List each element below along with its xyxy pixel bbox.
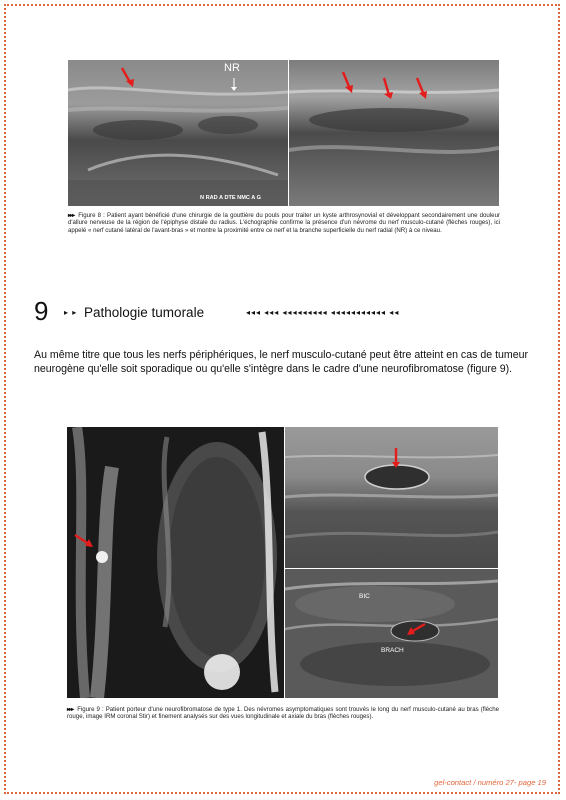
body-paragraph: Au même titre que tous les nerfs périphériques, le nerf musculo-cutané peut être atteint en cas de tumeur neurogène qu'elle soit sporadique ou qu'elle s'intègre dans le cadre d'une neurofibromatose (figure 9). bbox=[34, 349, 529, 375]
red-arrow-icon bbox=[73, 533, 95, 549]
figure8-caption-text: Figure 8 : Patient ayant bénéficié d'une chirurgie de la gouttière du pouls pour traiter un kyste arthrosynovial et développant secondairement une douleur d'allure nerveuse de la région de l'épiphyse distale du radius. L'échographie confirme la présence d'un névrome du nerf musculo-cutané (flèches rouges), ici appelé « nerf cutané latéral de l'avant-bras » et montre la proximité entre ce nerf et la branche superficielle du nerf radial (NR) à ce niveau. bbox=[68, 212, 500, 234]
scan-text-label: N RAD A DTE NMC A G bbox=[200, 195, 262, 201]
nr-label: NR bbox=[224, 62, 240, 74]
red-arrow-icon bbox=[405, 621, 427, 637]
white-arrow-icon bbox=[230, 78, 238, 92]
figure9-ultrasound-longitudinal bbox=[285, 427, 498, 568]
section-number: 9 bbox=[34, 296, 49, 326]
figure9-ultrasound-axial bbox=[285, 569, 498, 698]
figure9-caption-text: Figure 9 : Patient porteur d'une neurofibromatose de type 1. Des névromes asymptomatiques sont trouvés le long du nerf musculo-cutané au bras (flèche rouge, image IRM coronal Stir) et finement analysés sur des vues longitudinale et axiale du bras (flèches rouges). bbox=[67, 706, 499, 721]
page-footer: gel-contact / numéro 27- page 19 bbox=[434, 778, 546, 787]
figure8-caption bbox=[68, 212, 500, 234]
caption-marker-icon: ▸▸▸ bbox=[67, 706, 74, 713]
heading-arrows-icon: ▸ ▸ bbox=[64, 308, 78, 317]
red-arrow-icon bbox=[120, 66, 136, 88]
caption-marker-icon: ▸▸▸ bbox=[68, 212, 75, 219]
section-heading bbox=[34, 296, 534, 326]
figure8-ultrasound-left bbox=[68, 60, 288, 206]
bic-label: BIC bbox=[359, 593, 370, 600]
section-title: Pathologie tumorale bbox=[84, 305, 205, 320]
red-arrow-icon bbox=[341, 70, 355, 94]
figure9-caption bbox=[67, 706, 499, 721]
heading-arrows-icon: ◂◂◂ ◂◂◂ ◂◂◂◂◂◂◂◂◂ ◂◂◂◂◂◂◂◂◂◂◂ ◂◂ bbox=[246, 308, 400, 317]
red-arrow-icon bbox=[391, 447, 401, 469]
red-arrow-icon bbox=[415, 76, 429, 100]
brach-label: BRACH bbox=[381, 647, 404, 654]
figure8-ultrasound-right bbox=[289, 60, 499, 206]
red-arrow-icon bbox=[381, 76, 395, 100]
figure9-mri bbox=[67, 427, 284, 698]
